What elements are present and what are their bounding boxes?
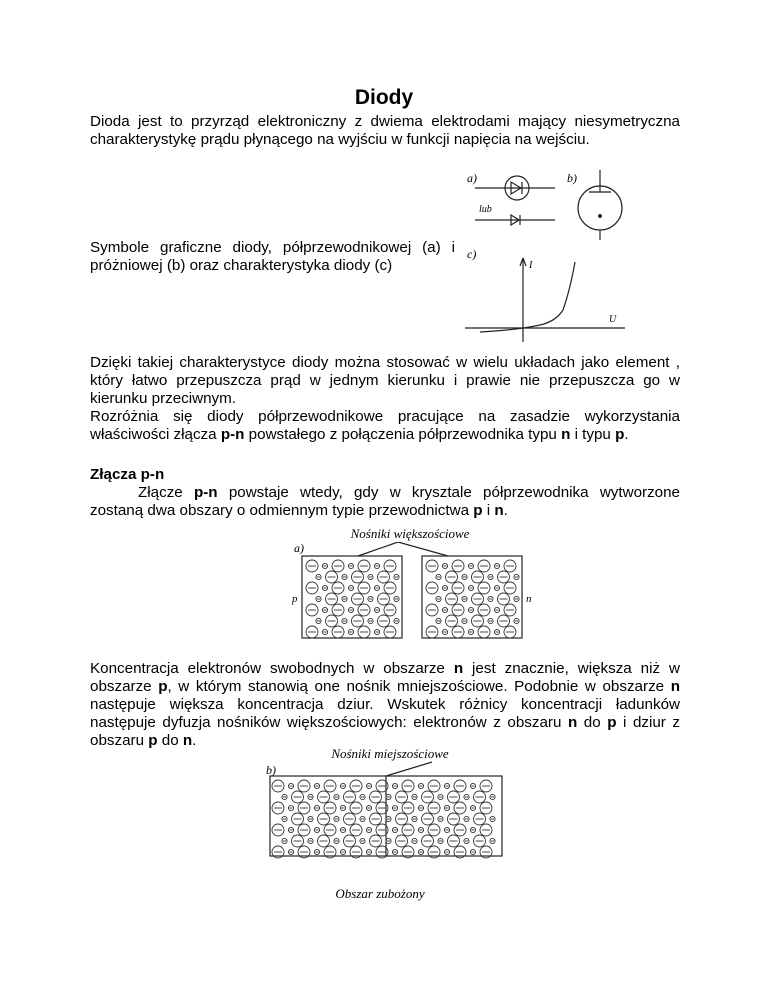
fig1-label-b: b) [567, 171, 577, 185]
bold-p: p [148, 732, 158, 749]
text-run: do [157, 732, 183, 749]
minority-carriers-figure [262, 760, 512, 860]
paragraph-3 [90, 484, 680, 520]
page-title: Diody [354, 86, 414, 109]
bold-n: n [494, 502, 504, 519]
bold-n: n [670, 678, 680, 695]
fig3-caption: Nośniki miejszościowe [331, 746, 449, 761]
text-run: . [624, 426, 629, 443]
text-run: i typu [570, 426, 616, 443]
section-heading: Złącza p-n [90, 466, 165, 483]
fig1-label-u: U [609, 314, 617, 325]
fig2-label-n: n [526, 593, 532, 605]
paragraph-2-text: Dzięki takiej charakterystyce diody można stosować w wielu układach jako element , który łatwo przepuszcza prąd w jednym kierunku i prawie nie przepuszcza go w kierunku przeciwnym. [90, 354, 680, 407]
paragraph-2 [90, 354, 680, 408]
text-run: Koncentracja elektronów swobodnych w obszarze [90, 660, 454, 677]
diode-symbols-figure [455, 160, 635, 350]
text-run: Rozróżnia się diody półprzewodnikowe pracujące na zasadzie wykorzystania właściwości złącza [90, 408, 680, 443]
text-run: . [503, 502, 508, 519]
intro-paragraph: Dioda jest to przyrząd elektroniczny z dwiema elektrodami mający niesymetryczna charakterystykę prądu płynącego na wyjściu w funkcji napięcia na wejściu. [90, 113, 680, 148]
bold-p: p [615, 426, 625, 443]
text-run: Złącze [138, 484, 194, 501]
text-run: do [577, 714, 608, 731]
bold-pn: p-n [220, 426, 245, 443]
bold-n: n [567, 714, 578, 731]
bold-n: n [561, 426, 571, 443]
bold-p: p [473, 502, 483, 519]
text-run: następuje większa koncentracja dziur. Wskutek różnicy koncentracji ładunków następuje dyfuzja nośników większościowych: elektronów z obszaru [90, 696, 680, 731]
paragraph-2b [90, 408, 680, 444]
text-run: i [482, 502, 495, 519]
text-run: . [192, 732, 197, 749]
text-run: , w którym stanowią one nośnik mniejszościowe. Podobnie w obszarze [167, 678, 671, 695]
fig2-caption: Nośniki większościowe [350, 526, 470, 541]
fig2-label-p: p [292, 593, 298, 605]
bold-p: p [158, 678, 168, 695]
fig1-label-lub: lub [479, 204, 492, 215]
cathode-dot-icon [598, 214, 602, 218]
bold-pn: p-n [193, 484, 218, 501]
fig1-label-c: c) [467, 247, 477, 261]
bold-p: p [607, 714, 617, 731]
text-run: powstaje wtedy, gdy w krysztale półprzewodnika wytworzone zostaną dwa obszary o odmiennym typie przewodnictwa [90, 484, 681, 519]
symbols-caption: Symbole graficzne diody, półprzewodnikowej (a) i próżniowej (b) oraz charakterystyka diody (c) [90, 239, 455, 274]
bold-n: n [453, 660, 464, 677]
text-run: powstałego z połączenia półprzewodnika typu [244, 426, 562, 443]
majority-carriers-figure [288, 542, 538, 642]
fig2-label-a: a) [294, 542, 304, 555]
fig1-label-i: I [529, 260, 533, 271]
fig3-label-b: b) [266, 763, 276, 777]
text-run: jest znacznie, większa niż w obszarze [90, 660, 681, 695]
bold-n: n [182, 732, 193, 749]
text-run: i dziur z obszaru [90, 714, 680, 749]
paragraph-4 [90, 660, 680, 750]
fig1-label-a: a) [467, 171, 477, 185]
fig4-caption: Obszar zubożony [335, 886, 425, 901]
